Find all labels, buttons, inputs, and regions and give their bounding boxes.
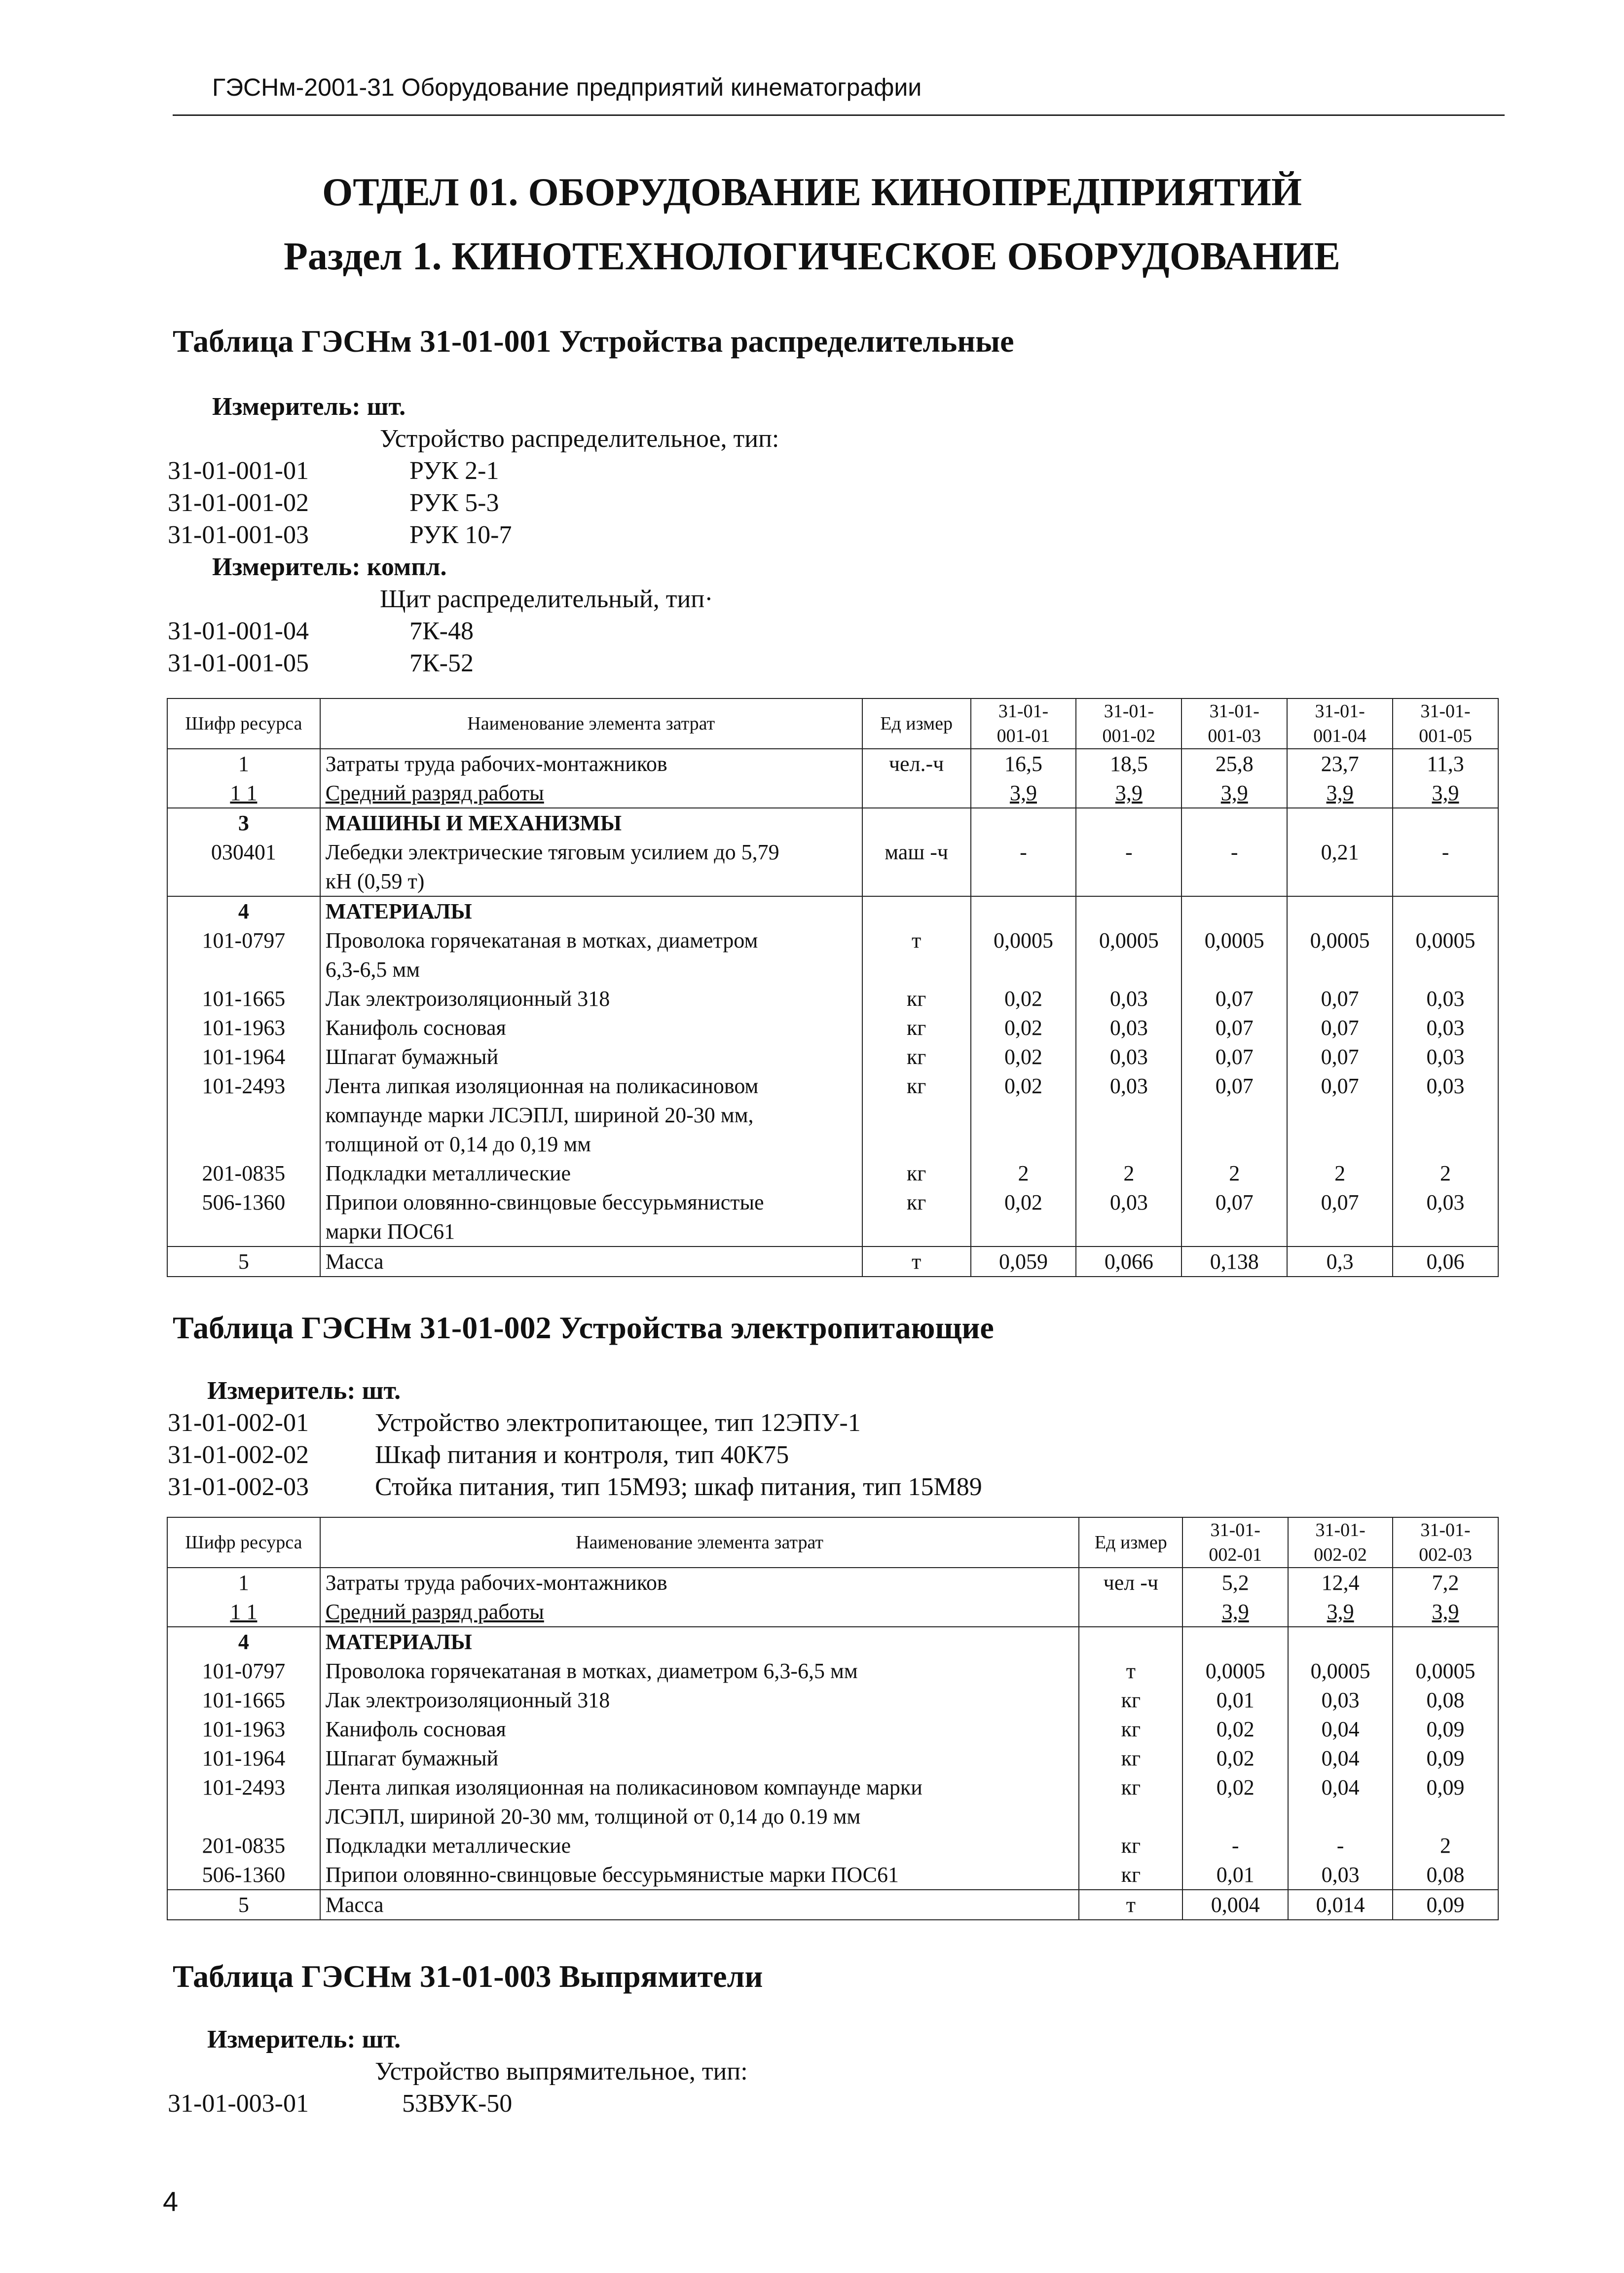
measure-unit: шт. (362, 2025, 401, 2053)
table-header (167, 698, 1498, 749)
table-row: 101-2493 Лента липкая изоляционная на поликасиновом компаунде марки ЛСЭПЛ, шириной 20-30 мм, толщиной от 0,14 до 0,19 мм кг 0,02 0,03 0,07 0,07 0,03 (167, 1071, 1498, 1159)
table-row: 101-1964 Шпагат бумажный кг 0,02 0,04 0,09 (167, 1744, 1498, 1773)
table-row: 201-0835 Подкладки металлические кг 2 2 2 2 2 (167, 1159, 1498, 1188)
col-header: 31-01- 001-04 (1287, 698, 1393, 749)
table3-group: Устройство выпрямительное, тип: (375, 2057, 748, 2086)
col-header: 31-01- 002-02 (1288, 1517, 1393, 1568)
table1-group-2: Щит распределительный, тип· (380, 585, 713, 613)
item-name: Стойка питания, тип 15М93; шкаф питания, тип 15М89 (375, 1473, 982, 1501)
col-unit-header: Ед измер (862, 698, 971, 749)
table-row: 101-1964 Шпагат бумажный кг 0,02 0,03 0,07 0,07 0,03 (167, 1042, 1498, 1071)
col-header: 31-01- 001-02 (1076, 698, 1181, 749)
item-name: 7К-52 (409, 649, 474, 677)
department-heading: ОТДЕЛ 01. ОБОРУДОВАНИЕ КИНОПРЕДПРИЯТИЙ (322, 171, 1302, 214)
col-header: 31-01- 001-05 (1393, 698, 1498, 749)
section-heading: Раздел 1. КИНОТЕХНОЛОГИЧЕСКОЕ ОБОРУДОВАНИЕ (284, 235, 1340, 278)
item-code: 31-01-002-02 (168, 1441, 309, 1469)
item-code: 31-01-001-03 (168, 521, 309, 549)
measure-unit: шт. (367, 393, 406, 421)
item-name: Шкаф питания и контроля, тип 40К75 (375, 1441, 789, 1469)
section-row: 4 МАТЕРИАЛЫ (167, 1627, 1498, 1656)
col-code-header: Шифр ресурса (167, 698, 320, 749)
item-code: 31-01-001-05 (168, 649, 309, 677)
table-row: 101-1963 Канифоль сосновая кг 0,02 0,03 0,07 0,07 0,03 (167, 1013, 1498, 1042)
col-unit-header: Ед измер (1079, 1517, 1182, 1568)
col-header: 31-01- 002-01 (1182, 1517, 1288, 1568)
table2-measure (207, 1376, 401, 1405)
measure-unit: компл. (367, 553, 447, 581)
table-row: 1 1 Средний разряд работы 3,9 3,9 3,9 (167, 1597, 1498, 1627)
table-row: 101-1665 Лак электроизоляционный 318 кг 0,01 0,03 0,08 (167, 1686, 1498, 1715)
header-rule (173, 114, 1505, 116)
item-code: 31-01-002-01 (168, 1409, 309, 1437)
item-code: 31-01-002-03 (168, 1473, 309, 1501)
table1 (167, 698, 1499, 1277)
item-name: 7К-48 (409, 617, 474, 645)
item-name: РУК 2-1 (409, 457, 499, 485)
col-name-header: Наименование элемента затрат (320, 698, 862, 749)
col-code-header: Шифр ресурса (167, 1517, 320, 1568)
table3-measure (207, 2025, 401, 2054)
table2 (167, 1517, 1499, 1920)
table-row: 201-0835 Подкладки металлические кг - - 2 (167, 1831, 1498, 1860)
item-name: Устройство электропитающее, тип 12ЭПУ-1 (375, 1409, 861, 1437)
col-name-header: Наименование элемента затрат (320, 1517, 1079, 1568)
measure-unit: шт. (362, 1377, 401, 1405)
table-header (167, 1517, 1498, 1568)
table1-group-1: Устройство распределительное, тип: (380, 425, 779, 453)
table-row: 1 1 Средний разряд работы 3,9 3,9 3,9 3,9 3,9 (167, 778, 1498, 808)
section-row: 3 МАШИНЫ И МЕХАНИЗМЫ (167, 808, 1498, 838)
table1-title: Таблица ГЭСНм 31-01-001 Устройства распределительные (173, 324, 1014, 359)
measure-label: Измеритель: (207, 2025, 356, 2053)
item-name: 53ВУК-50 (402, 2090, 513, 2118)
table-row: 101-2493 Лента липкая изоляционная на поликасиновом компаунде марки ЛСЭПЛ, шириной 20-30 мм, толщиной от 0,14 до 0.19 мм кг 0,02 0,04 0,09 (167, 1773, 1498, 1831)
table-row: 101-1963 Канифоль сосновая кг 0,02 0,04 0,09 (167, 1715, 1498, 1744)
item-name: РУК 5-3 (409, 489, 499, 517)
table-row: 5 Масса т 0,004 0,014 0,09 (167, 1890, 1498, 1920)
table-row: 5 Масса т 0,059 0,066 0,138 0,3 0,06 (167, 1246, 1498, 1277)
measure-label: Измеритель: (207, 1377, 356, 1405)
col-header: 31-01- 002-03 (1393, 1517, 1498, 1568)
item-code: 31-01-003-01 (168, 2090, 309, 2118)
table-row: 1 Затраты труда рабочих-монтажников чел -ч 5,2 12,4 7,2 (167, 1568, 1498, 1597)
table2-title: Таблица ГЭСНм 31-01-002 Устройства электропитающие (173, 1310, 994, 1345)
section-row: 4 МАТЕРИАЛЫ (167, 896, 1498, 926)
table1-measure-2 (212, 552, 446, 582)
measure-label: Измеритель: (212, 553, 361, 581)
table-row: 030401 Лебедки электрические тяговым усилием до 5,79 кН (0,59 т) маш -ч - - - 0,21 - (167, 838, 1498, 896)
col-header: 31-01- 001-03 (1181, 698, 1287, 749)
table-row: 1 Затраты труда рабочих-монтажников чел.-ч 16,5 18,5 25,8 23,7 11,3 (167, 749, 1498, 778)
table3-title: Таблица ГЭСНм 31-01-003 Выпрямители (173, 1959, 763, 1994)
table-row: 101-1665 Лак электроизоляционный 318 кг 0,02 0,03 0,07 0,07 0,03 (167, 984, 1498, 1013)
item-code: 31-01-001-04 (168, 617, 309, 645)
item-code: 31-01-001-01 (168, 457, 309, 485)
table-row: 101-0797 Проволока горячекатаная в мотках, диаметром 6,3-6,5 мм т 0,0005 0,0005 0,0005 (167, 1656, 1498, 1686)
page-number: 4 (163, 2186, 179, 2217)
table1-measure-1 (212, 392, 406, 421)
table-row: 101-0797 Проволока горячекатаная в мотках, диаметром 6,3-6,5 мм т 0,0005 0,0005 0,0005 0,0005 0,0005 (167, 926, 1498, 984)
item-name: РУК 10-7 (409, 521, 512, 549)
measure-label: Измеритель: (212, 393, 361, 421)
col-header: 31-01- 001-01 (971, 698, 1076, 749)
table-row: 506-1360 Припои оловянно-свинцовые бессурьмянистые марки ПОС61 кг 0,01 0,03 0,08 (167, 1860, 1498, 1890)
item-code: 31-01-001-02 (168, 489, 309, 517)
table-row: 506-1360 Припои оловянно-свинцовые бессурьмянистые марки ПОС61 кг 0,02 0,03 0,07 0,07 0,03 (167, 1188, 1498, 1246)
running-header: ГЭСНм-2001-31 Оборудование предприятий кинематографии (212, 73, 922, 101)
